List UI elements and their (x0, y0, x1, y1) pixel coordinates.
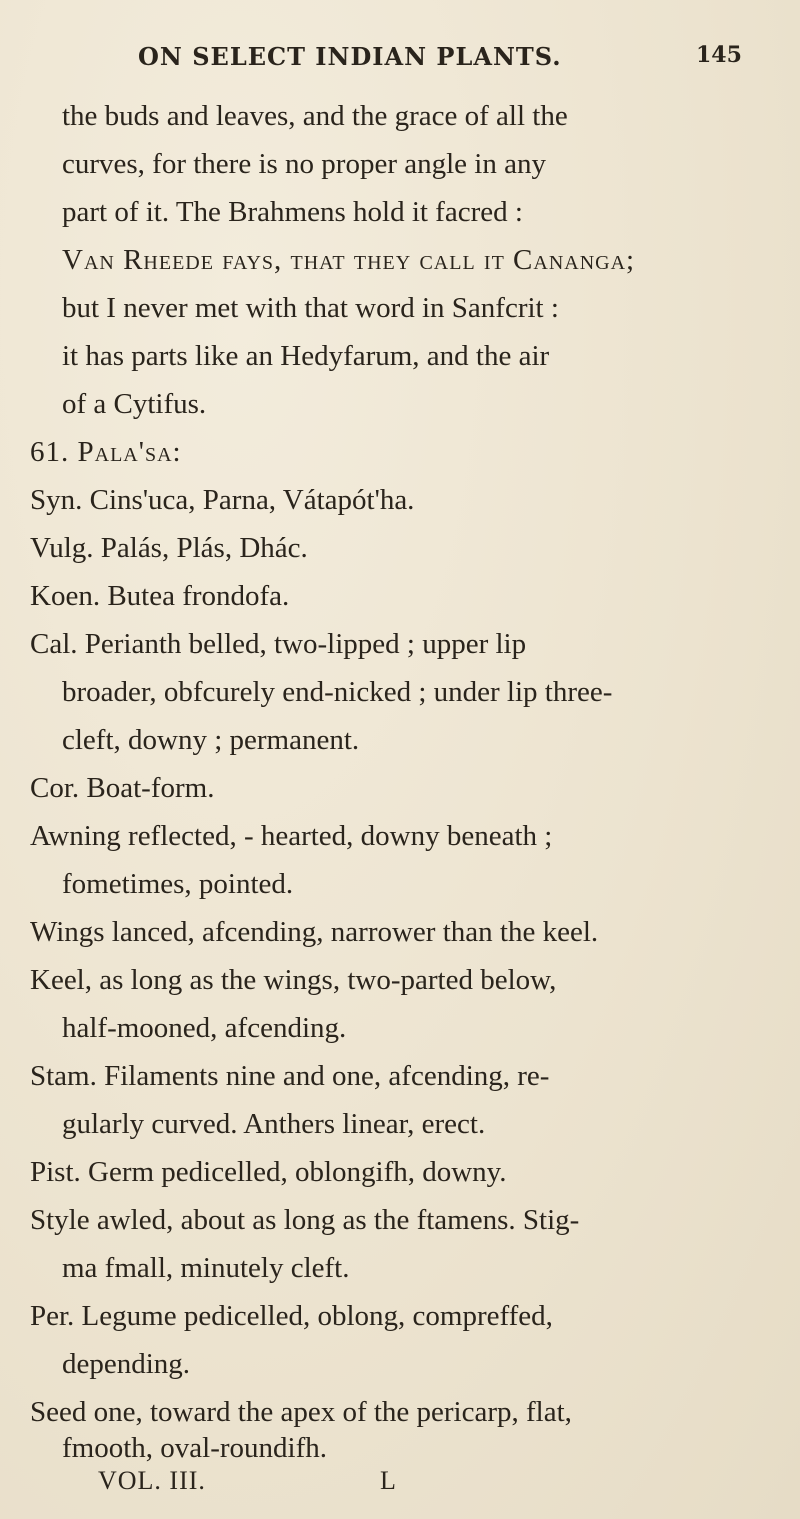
text-line: broader, obfcurely end-nicked ; under lip three- (62, 676, 613, 708)
volume-signature: VOL. III. (98, 1466, 206, 1495)
text-line: Style awled, about as long as the ftamens. Stig- (30, 1204, 580, 1236)
running-header (0, 42, 800, 76)
text-line: Syn. Cins'uca, Parna, Vátapót'ha. (30, 484, 415, 516)
text-line: the buds and leaves, and the grace of all the (62, 100, 568, 132)
text-line: Cor. Boat-form. (30, 772, 215, 804)
text-line: it has parts like an Hedyfarum, and the air (62, 340, 550, 372)
text-line: Stam. Filaments nine and one, afcending, re- (30, 1060, 550, 1092)
text-line: Seed one, toward the apex of the pericarp, flat, (30, 1396, 572, 1428)
text-line: ma fmall, minutely cleft. (62, 1252, 350, 1284)
text-line: curves, for there is no proper angle in any (62, 148, 546, 180)
text-line: Pist. Germ pedicelled, oblongifh, downy. (30, 1156, 507, 1188)
running-title: ON SELECT INDIAN PLANTS. (138, 42, 562, 71)
text-line: half-mooned, afcending. (62, 1012, 347, 1044)
section-heading: 61. Pala'sa: (30, 436, 182, 468)
text-line: fmooth, oval-roundifh. (62, 1432, 327, 1464)
text-line: Per. Legume pedicelled, oblong, compreffed, (30, 1300, 553, 1332)
text-line: Cal. Perianth belled, two-lipped ; upper lip (30, 628, 527, 660)
text-line: gularly curved. Anthers linear, erect. (62, 1108, 486, 1140)
page-footer (0, 1466, 800, 1502)
signature-mark: L (380, 1466, 396, 1495)
text-line: Keel, as long as the wings, two-parted below, (30, 964, 557, 996)
text-line: Vulg. Palás, Plás, Dhác. (30, 532, 308, 564)
page-number: 145 (696, 42, 742, 68)
text-line: Wings lanced, afcending, narrower than the keel. (30, 916, 599, 948)
text-line: cleft, downy ; permanent. (62, 724, 360, 756)
text-line: of a Cytifus. (62, 388, 207, 420)
text-line: fometimes, pointed. (62, 868, 294, 900)
text-line: Awning reflected, - hearted, downy beneath ; (30, 820, 553, 852)
text-line: Van Rheede fays, that they call it Cananga; (62, 244, 636, 276)
text-line: depending. (62, 1348, 191, 1380)
text-line: part of it. The Brahmens hold it facred : (62, 196, 523, 228)
text-line: but I never met with that word in Sanfcrit : (62, 292, 559, 324)
text-line: Koen. Butea frondofa. (30, 580, 290, 612)
